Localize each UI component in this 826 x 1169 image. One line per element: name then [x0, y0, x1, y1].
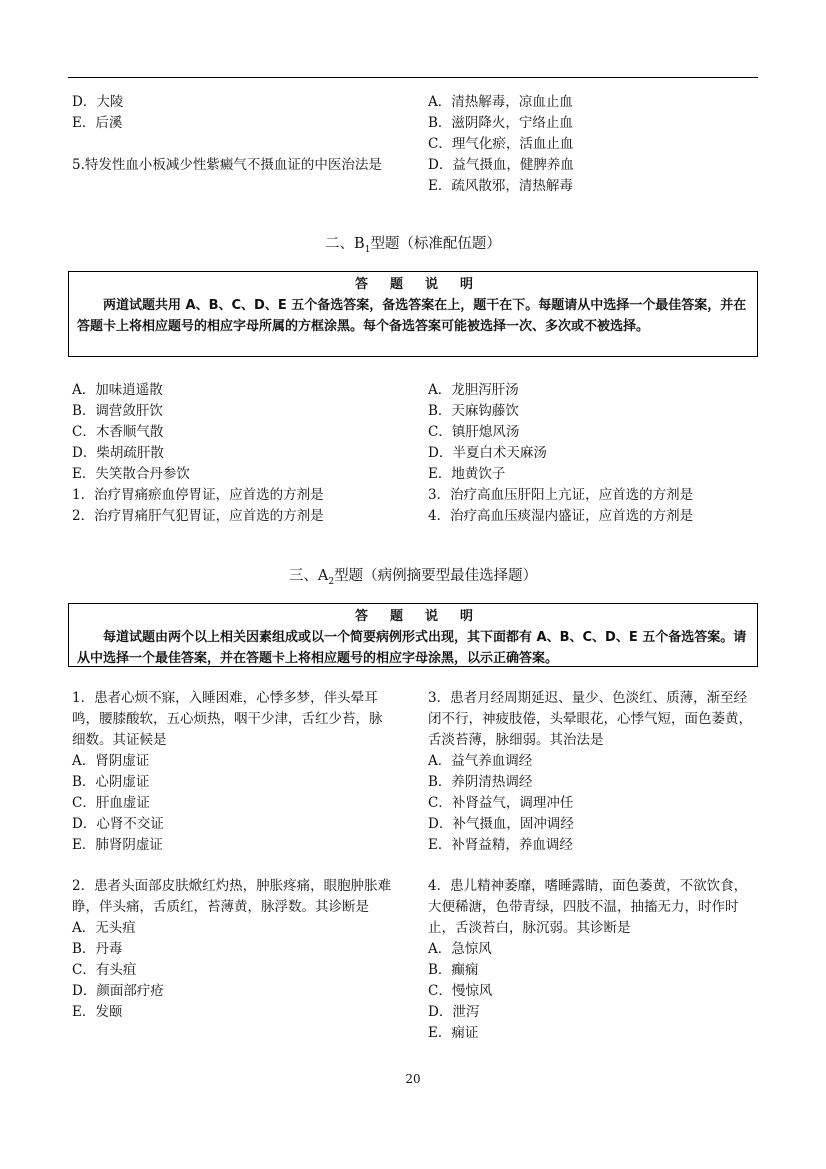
- b1-left-column: [72, 380, 417, 527]
- option-line: A．龙胆泻肝汤: [428, 382, 519, 398]
- instructions-box-a2: [68, 603, 758, 667]
- option-line: A．益气养血调经: [428, 753, 533, 769]
- option-line: C．镇肝熄风汤: [428, 424, 520, 440]
- a2-right-column: [428, 688, 752, 1044]
- option-line: C．有头疽: [72, 962, 137, 978]
- option-line: E．肺肾阴虚证: [72, 837, 163, 853]
- section-title-a2: 三、$A_2$型题（病例摘要型最佳选择题）: [288, 568, 538, 587]
- option-line: A．清热解毒，凉血止血: [428, 94, 573, 110]
- option-line: D．大陵: [72, 94, 124, 110]
- question-stem: 1．治疗胃痛瘀血停胃证，应首选的方剂是: [72, 487, 324, 503]
- box-heading: 答题说明: [354, 609, 495, 624]
- option-line: E．痫证: [428, 1025, 479, 1041]
- option-line: A．肾阴虚证: [72, 753, 150, 769]
- question-stem: 4．患儿精神萎靡，嗜睡露睛，面色萎黄，不欲饮食，大便稀溏，色带青绿，四肢不温，抽搐无力，时作时止，舌淡苔白，脉沉弱。其诊断是: [428, 878, 748, 936]
- b1-right-column: [428, 380, 758, 527]
- option-line: B．养阴清热调经: [428, 774, 533, 790]
- option-line: B．调营敛肝饮: [72, 403, 163, 419]
- option-line: C．慢惊风: [428, 983, 493, 999]
- option-line: A．急惊风: [428, 941, 492, 957]
- option-line: C．理气化瘀，活血止血: [428, 136, 574, 152]
- option-line: C．补肾益气，调理冲任: [428, 795, 574, 811]
- option-line: E．后溪: [72, 115, 123, 131]
- question-stem: 5.特发性血小板减少性紫癜气不摄血证的中医治法是: [72, 157, 382, 173]
- option-line: C．木香顺气散: [72, 424, 164, 440]
- option-line: B．癫痫: [428, 962, 479, 978]
- option-line: C．肝血虚证: [72, 795, 150, 811]
- option-line: E．疏风散邪，清热解毒: [428, 178, 573, 194]
- option-line: D．半夏白术天麻汤: [428, 445, 547, 461]
- question-stem: 2．治疗胃痛肝气犯胃证，应首选的方剂是: [72, 508, 324, 524]
- a2-left-column: [72, 688, 394, 1023]
- instructions-box-b1: [68, 271, 758, 357]
- option-line: B．丹毒: [72, 941, 123, 957]
- option-line: D．泄泻: [428, 1004, 480, 1020]
- top-left-column: [72, 92, 402, 176]
- box-text: 每道试题由两个以上相关因素组成或以一个简要病例形式出现，其下面都有 A、B、C、D、E 五个备选答案。请从中选择一个最佳答案，并在答题卡上将相应题号的相应字母涂黑，以示正确答案。: [77, 630, 747, 666]
- option-line: E．发颐: [72, 1004, 123, 1020]
- option-line: B．滋阴降火，宁络止血: [428, 115, 573, 131]
- question-stem: 3．患者月经周期延迟、量少、色淡红、质薄，渐至经闭不行，神疲肢倦，头晕眼花，心悸气短，面色萎黄，舌淡苔薄，脉细弱。其治法是: [428, 690, 752, 748]
- option-line: D．柴胡疏肝散: [72, 445, 164, 461]
- header-rule: [68, 77, 758, 78]
- option-line: D．补气摄血，固冲调经: [428, 816, 574, 832]
- section-title-b1: 二、$B_1$型题（标准配伍题）: [325, 236, 501, 255]
- option-line: E．失笑散合丹参饮: [72, 466, 190, 482]
- question-stem: 4．治疗高血压痰湿内盛证，应首选的方剂是: [428, 508, 694, 524]
- option-line: E．地黄饮子: [428, 466, 506, 482]
- option-line: B．天麻钩藤饮: [428, 403, 519, 419]
- option-line: D．益气摄血，健脾养血: [428, 157, 574, 173]
- box-text: 两道试题共用 A、B、C、D、E 五个备选答案，备选答案在上，题干在下。每题请从中选择一个最佳答案，并在答题卡上将相应题号的相应字母所属的方框涂黑。每个备选答案可能被选择一次、多次或不被选择。: [77, 298, 747, 334]
- option-line: E．补肾益精，养血调经: [428, 837, 573, 853]
- question-stem: 3．治疗高血压肝阳上亢证，应首选的方剂是: [428, 487, 694, 503]
- option-line: A．加味逍遥散: [72, 382, 163, 398]
- option-line: D．心肾不交证: [72, 816, 164, 832]
- top-right-column: [428, 92, 758, 197]
- option-line: B．心阴虚证: [72, 774, 150, 790]
- box-heading: 答题说明: [354, 277, 495, 292]
- question-stem: 2．患者头面部皮肤焮红灼热，肿胀疼痛，眼胞肿胀难睁，伴头痛，舌质红，苔薄黄，脉浮数。其诊断是: [72, 878, 392, 915]
- option-line: A．无头疽: [72, 920, 136, 936]
- question-stem: 1．患者心烦不寐，入睡困难，心悸多梦，伴头晕耳鸣，腰膝酸软，五心烦热，咽干少津，舌红少苔，脉细数。其证候是: [72, 690, 383, 748]
- option-line: D．颜面部疔疮: [72, 983, 164, 999]
- page-number: 20: [405, 1072, 421, 1086]
